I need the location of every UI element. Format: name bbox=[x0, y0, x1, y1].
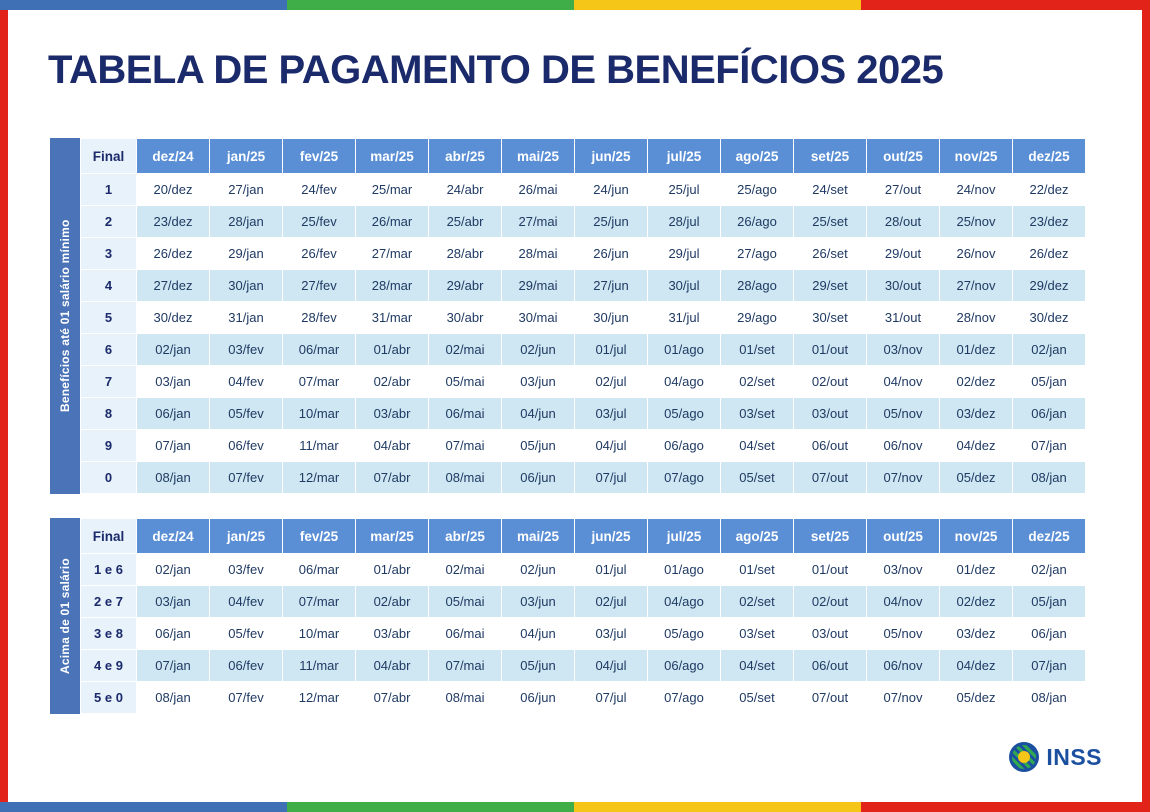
payment-date-cell: 08/jan bbox=[137, 682, 210, 714]
payment-date-cell: 25/abr bbox=[429, 206, 502, 238]
column-header-month: jul/25 bbox=[648, 519, 721, 554]
payment-date-cell: 05/mai bbox=[429, 366, 502, 398]
payment-date-cell: 30/out bbox=[867, 270, 940, 302]
payment-date-cell: 06/fev bbox=[210, 430, 283, 462]
payment-date-cell: 27/mai bbox=[502, 206, 575, 238]
color-bar-segment-green bbox=[287, 802, 574, 812]
payment-date-cell: 10/mar bbox=[283, 398, 356, 430]
payment-date-cell: 25/mar bbox=[356, 174, 429, 206]
payment-date-cell: 03/abr bbox=[356, 398, 429, 430]
payment-date-cell: 06/jan bbox=[137, 618, 210, 650]
inss-logo-text: INSS bbox=[1046, 743, 1102, 770]
payment-date-cell: 07/ago bbox=[648, 462, 721, 494]
payment-date-cell: 03/jul bbox=[575, 398, 648, 430]
payment-date-cell: 05/ago bbox=[648, 398, 721, 430]
color-bar-segment-red bbox=[861, 0, 1150, 10]
payment-date-cell: 28/jan bbox=[210, 206, 283, 238]
column-header-month: abr/25 bbox=[429, 519, 502, 554]
payment-date-cell: 06/fev bbox=[210, 650, 283, 682]
payment-date-cell: 01/set bbox=[721, 334, 794, 366]
payment-date-cell: 25/set bbox=[794, 206, 867, 238]
payment-date-cell: 31/jan bbox=[210, 302, 283, 334]
payment-date-cell: 25/ago bbox=[721, 174, 794, 206]
payment-date-cell: 30/abr bbox=[429, 302, 502, 334]
payment-date-cell: 25/jun bbox=[575, 206, 648, 238]
payment-date-cell: 29/out bbox=[867, 238, 940, 270]
table-body bbox=[81, 174, 1086, 494]
column-header-final: Final bbox=[81, 519, 137, 554]
payment-date-cell: 23/dez bbox=[1013, 206, 1086, 238]
payment-date-cell: 02/out bbox=[794, 366, 867, 398]
payment-date-cell: 07/nov bbox=[867, 462, 940, 494]
table-row bbox=[81, 206, 1086, 238]
payment-date-cell: 08/mai bbox=[429, 462, 502, 494]
payment-date-cell: 29/abr bbox=[429, 270, 502, 302]
column-header-month: ago/25 bbox=[721, 519, 794, 554]
payment-date-cell: 03/jun bbox=[502, 586, 575, 618]
payment-date-cell: 04/ago bbox=[648, 366, 721, 398]
column-header-month: dez/25 bbox=[1013, 519, 1086, 554]
payment-date-cell: 01/set bbox=[721, 554, 794, 586]
column-header-month: set/25 bbox=[794, 519, 867, 554]
payment-date-cell: 07/mai bbox=[429, 650, 502, 682]
payment-date-cell: 02/mai bbox=[429, 554, 502, 586]
payment-date-cell: 01/abr bbox=[356, 334, 429, 366]
payment-date-cell: 30/mai bbox=[502, 302, 575, 334]
inss-logo bbox=[1009, 742, 1102, 772]
payment-date-cell: 08/mai bbox=[429, 682, 502, 714]
payment-date-cell: 26/mai bbox=[502, 174, 575, 206]
table-side-label: Benefícios até 01 salário mínimo bbox=[48, 138, 80, 494]
payment-date-cell: 30/dez bbox=[1013, 302, 1086, 334]
payment-date-cell: 01/out bbox=[794, 334, 867, 366]
payment-date-cell: 02/dez bbox=[940, 586, 1013, 618]
payment-date-cell: 02/jun bbox=[502, 554, 575, 586]
payment-date-cell: 25/fev bbox=[283, 206, 356, 238]
payment-date-cell: 02/jan bbox=[1013, 554, 1086, 586]
payment-date-cell: 06/out bbox=[794, 650, 867, 682]
payment-date-cell: 02/abr bbox=[356, 366, 429, 398]
payment-date-cell: 07/ago bbox=[648, 682, 721, 714]
payment-date-cell: 06/nov bbox=[867, 430, 940, 462]
payment-date-cell: 29/jan bbox=[210, 238, 283, 270]
payment-date-cell: 30/jun bbox=[575, 302, 648, 334]
payment-date-cell: 03/set bbox=[721, 398, 794, 430]
payment-date-cell: 29/jul bbox=[648, 238, 721, 270]
payment-date-cell: 26/ago bbox=[721, 206, 794, 238]
payment-date-cell: 28/mai bbox=[502, 238, 575, 270]
payment-date-cell: 11/mar bbox=[283, 650, 356, 682]
payment-date-cell: 26/set bbox=[794, 238, 867, 270]
payment-date-cell: 03/abr bbox=[356, 618, 429, 650]
table-header bbox=[81, 519, 1086, 554]
payment-date-cell: 07/out bbox=[794, 462, 867, 494]
payment-date-cell: 12/mar bbox=[283, 462, 356, 494]
column-header-month: jan/25 bbox=[210, 139, 283, 174]
payment-date-cell: 07/abr bbox=[356, 682, 429, 714]
payment-date-cell: 29/set bbox=[794, 270, 867, 302]
payment-date-cell: 03/dez bbox=[940, 618, 1013, 650]
table-header-row bbox=[81, 139, 1086, 174]
table-header-row bbox=[81, 519, 1086, 554]
payment-date-cell: 06/jan bbox=[1013, 398, 1086, 430]
payment-date-cell: 02/mai bbox=[429, 334, 502, 366]
payment-date-cell: 05/mai bbox=[429, 586, 502, 618]
payment-date-cell: 28/abr bbox=[429, 238, 502, 270]
payment-date-cell: 25/nov bbox=[940, 206, 1013, 238]
payment-date-cell: 28/ago bbox=[721, 270, 794, 302]
payment-date-cell: 05/set bbox=[721, 462, 794, 494]
payment-date-cell: 02/jun bbox=[502, 334, 575, 366]
payment-date-cell: 04/abr bbox=[356, 430, 429, 462]
row-final-digit: 3 e 8 bbox=[81, 618, 137, 650]
top-color-bar bbox=[0, 0, 1150, 10]
payment-date-cell: 07/jan bbox=[1013, 430, 1086, 462]
payment-date-cell: 06/ago bbox=[648, 430, 721, 462]
payment-date-cell: 03/fev bbox=[210, 554, 283, 586]
payment-date-cell: 20/dez bbox=[137, 174, 210, 206]
payment-date-cell: 06/jun bbox=[502, 462, 575, 494]
row-final-digit: 0 bbox=[81, 462, 137, 494]
payment-date-cell: 30/jul bbox=[648, 270, 721, 302]
column-header-month: dez/24 bbox=[137, 519, 210, 554]
row-final-digit: 5 e 0 bbox=[81, 682, 137, 714]
payment-date-cell: 26/fev bbox=[283, 238, 356, 270]
payment-date-cell: 28/fev bbox=[283, 302, 356, 334]
payment-date-cell: 01/abr bbox=[356, 554, 429, 586]
payment-date-cell: 27/jun bbox=[575, 270, 648, 302]
payment-date-cell: 01/jul bbox=[575, 334, 648, 366]
color-bar-segment-blue bbox=[0, 802, 287, 812]
row-final-digit: 9 bbox=[81, 430, 137, 462]
color-bar-segment-green bbox=[287, 0, 574, 10]
payment-date-cell: 04/fev bbox=[210, 586, 283, 618]
table-row bbox=[81, 586, 1086, 618]
payment-date-cell: 27/nov bbox=[940, 270, 1013, 302]
payment-date-cell: 30/jan bbox=[210, 270, 283, 302]
payment-date-cell: 03/jan bbox=[137, 586, 210, 618]
table-row bbox=[81, 554, 1086, 586]
payment-date-cell: 02/jan bbox=[1013, 334, 1086, 366]
row-final-digit: 4 bbox=[81, 270, 137, 302]
payment-date-cell: 05/dez bbox=[940, 682, 1013, 714]
color-bar-segment-yellow bbox=[574, 802, 861, 812]
column-header-month: out/25 bbox=[867, 139, 940, 174]
payment-date-cell: 07/mai bbox=[429, 430, 502, 462]
payment-date-cell: 01/dez bbox=[940, 554, 1013, 586]
payment-date-cell: 02/set bbox=[721, 586, 794, 618]
payment-date-cell: 29/mai bbox=[502, 270, 575, 302]
row-final-digit: 3 bbox=[81, 238, 137, 270]
document-page bbox=[8, 10, 1142, 802]
payment-date-cell: 27/jan bbox=[210, 174, 283, 206]
payment-date-cell: 22/dez bbox=[1013, 174, 1086, 206]
payment-date-cell: 02/jul bbox=[575, 366, 648, 398]
payment-date-cell: 04/ago bbox=[648, 586, 721, 618]
payment-date-cell: 10/mar bbox=[283, 618, 356, 650]
payment-date-cell: 06/mar bbox=[283, 554, 356, 586]
payment-date-cell: 29/ago bbox=[721, 302, 794, 334]
payment-date-cell: 06/mai bbox=[429, 618, 502, 650]
payment-date-cell: 05/jun bbox=[502, 650, 575, 682]
payment-table-minimum-wage bbox=[48, 138, 1086, 494]
column-header-month: set/25 bbox=[794, 139, 867, 174]
column-header-month: mai/25 bbox=[502, 139, 575, 174]
payment-date-cell: 08/jan bbox=[1013, 462, 1086, 494]
row-final-digit: 1 e 6 bbox=[81, 554, 137, 586]
payment-date-cell: 27/out bbox=[867, 174, 940, 206]
payment-date-cell: 07/jul bbox=[575, 682, 648, 714]
payment-date-cell: 06/mar bbox=[283, 334, 356, 366]
payment-date-cell: 02/jan bbox=[137, 334, 210, 366]
column-header-month: mar/25 bbox=[356, 519, 429, 554]
payment-date-cell: 03/nov bbox=[867, 554, 940, 586]
payment-date-cell: 07/fev bbox=[210, 682, 283, 714]
payment-date-cell: 03/jul bbox=[575, 618, 648, 650]
payment-date-cell: 07/jan bbox=[137, 650, 210, 682]
payment-date-cell: 05/ago bbox=[648, 618, 721, 650]
color-bar-segment-blue bbox=[0, 0, 287, 10]
payment-date-cell: 06/mai bbox=[429, 398, 502, 430]
payment-date-cell: 05/nov bbox=[867, 398, 940, 430]
row-final-digit: 7 bbox=[81, 366, 137, 398]
payment-date-cell: 06/jan bbox=[137, 398, 210, 430]
table-row bbox=[81, 430, 1086, 462]
payment-date-cell: 27/fev bbox=[283, 270, 356, 302]
payment-date-cell: 11/mar bbox=[283, 430, 356, 462]
payment-date-cell: 26/mar bbox=[356, 206, 429, 238]
payment-date-cell: 04/nov bbox=[867, 366, 940, 398]
payment-date-cell: 03/out bbox=[794, 618, 867, 650]
column-header-month: ago/25 bbox=[721, 139, 794, 174]
payment-date-cell: 05/fev bbox=[210, 398, 283, 430]
table-row bbox=[81, 462, 1086, 494]
column-header-month: nov/25 bbox=[940, 139, 1013, 174]
payment-date-cell: 05/jan bbox=[1013, 366, 1086, 398]
column-header-month: fev/25 bbox=[283, 139, 356, 174]
column-header-month: mai/25 bbox=[502, 519, 575, 554]
payment-date-cell: 28/jul bbox=[648, 206, 721, 238]
payment-date-cell: 02/set bbox=[721, 366, 794, 398]
payment-date-cell: 04/dez bbox=[940, 650, 1013, 682]
table-side-label: Acima de 01 salário bbox=[48, 518, 80, 714]
payment-date-cell: 27/mar bbox=[356, 238, 429, 270]
bottom-color-bar bbox=[0, 802, 1150, 812]
payment-date-cell: 31/out bbox=[867, 302, 940, 334]
payment-date-cell: 05/jan bbox=[1013, 586, 1086, 618]
payment-date-cell: 06/out bbox=[794, 430, 867, 462]
row-final-digit: 2 bbox=[81, 206, 137, 238]
column-header-month: out/25 bbox=[867, 519, 940, 554]
payment-date-cell: 05/fev bbox=[210, 618, 283, 650]
payment-date-cell: 07/out bbox=[794, 682, 867, 714]
payment-date-cell: 03/fev bbox=[210, 334, 283, 366]
payment-date-cell: 28/mar bbox=[356, 270, 429, 302]
payment-date-cell: 03/out bbox=[794, 398, 867, 430]
payment-date-cell: 06/jan bbox=[1013, 618, 1086, 650]
column-header-month: dez/25 bbox=[1013, 139, 1086, 174]
payment-date-cell: 07/fev bbox=[210, 462, 283, 494]
payment-date-cell: 01/out bbox=[794, 554, 867, 586]
table-row bbox=[81, 398, 1086, 430]
payment-date-cell: 05/set bbox=[721, 682, 794, 714]
payment-date-cell: 26/dez bbox=[1013, 238, 1086, 270]
payment-date-cell: 27/dez bbox=[137, 270, 210, 302]
row-final-digit: 2 e 7 bbox=[81, 586, 137, 618]
color-bar-segment-yellow bbox=[574, 0, 861, 10]
payment-date-cell: 27/ago bbox=[721, 238, 794, 270]
table-row bbox=[81, 270, 1086, 302]
row-final-digit: 8 bbox=[81, 398, 137, 430]
payment-date-cell: 02/jul bbox=[575, 586, 648, 618]
inss-logo-icon bbox=[1009, 742, 1039, 772]
payment-date-cell: 24/abr bbox=[429, 174, 502, 206]
payment-date-cell: 07/jul bbox=[575, 462, 648, 494]
payment-date-cell: 23/dez bbox=[137, 206, 210, 238]
row-final-digit: 6 bbox=[81, 334, 137, 366]
payment-date-cell: 01/ago bbox=[648, 554, 721, 586]
color-bar-segment-red bbox=[861, 802, 1150, 812]
payment-table bbox=[80, 518, 1086, 714]
column-header-month: jul/25 bbox=[648, 139, 721, 174]
payment-date-cell: 31/mar bbox=[356, 302, 429, 334]
row-final-digit: 5 bbox=[81, 302, 137, 334]
payment-date-cell: 03/jan bbox=[137, 366, 210, 398]
payment-date-cell: 26/jun bbox=[575, 238, 648, 270]
page-title: TABELA DE PAGAMENTO DE BENEFÍCIOS 2025 bbox=[48, 48, 944, 92]
table-row bbox=[81, 650, 1086, 682]
payment-date-cell: 28/out bbox=[867, 206, 940, 238]
payment-date-cell: 04/set bbox=[721, 430, 794, 462]
payment-date-cell: 24/fev bbox=[283, 174, 356, 206]
table-row bbox=[81, 618, 1086, 650]
payment-date-cell: 04/jul bbox=[575, 650, 648, 682]
payment-date-cell: 01/ago bbox=[648, 334, 721, 366]
payment-date-cell: 04/jul bbox=[575, 430, 648, 462]
left-edge-bar bbox=[0, 10, 8, 802]
payment-date-cell: 02/abr bbox=[356, 586, 429, 618]
payment-date-cell: 04/dez bbox=[940, 430, 1013, 462]
payment-date-cell: 31/jul bbox=[648, 302, 721, 334]
table-body bbox=[81, 554, 1086, 714]
column-header-month: jun/25 bbox=[575, 519, 648, 554]
table-row bbox=[81, 334, 1086, 366]
payment-date-cell: 07/nov bbox=[867, 682, 940, 714]
payment-date-cell: 30/dez bbox=[137, 302, 210, 334]
payment-date-cell: 30/set bbox=[794, 302, 867, 334]
column-header-month: nov/25 bbox=[940, 519, 1013, 554]
payment-date-cell: 24/set bbox=[794, 174, 867, 206]
payment-date-cell: 07/jan bbox=[137, 430, 210, 462]
column-header-month: abr/25 bbox=[429, 139, 502, 174]
column-header-month: jun/25 bbox=[575, 139, 648, 174]
payment-date-cell: 03/jun bbox=[502, 366, 575, 398]
table-row bbox=[81, 366, 1086, 398]
payment-date-cell: 03/nov bbox=[867, 334, 940, 366]
payment-date-cell: 04/jun bbox=[502, 618, 575, 650]
table-row bbox=[81, 682, 1086, 714]
payment-date-cell: 04/abr bbox=[356, 650, 429, 682]
payment-date-cell: 28/nov bbox=[940, 302, 1013, 334]
payment-date-cell: 07/abr bbox=[356, 462, 429, 494]
payment-date-cell: 08/jan bbox=[137, 462, 210, 494]
payment-date-cell: 07/mar bbox=[283, 586, 356, 618]
payment-date-cell: 06/ago bbox=[648, 650, 721, 682]
table-row bbox=[81, 302, 1086, 334]
column-header-final: Final bbox=[81, 139, 137, 174]
payment-date-cell: 04/set bbox=[721, 650, 794, 682]
payment-date-cell: 24/jun bbox=[575, 174, 648, 206]
table-header bbox=[81, 139, 1086, 174]
payment-date-cell: 29/dez bbox=[1013, 270, 1086, 302]
payment-date-cell: 04/jun bbox=[502, 398, 575, 430]
payment-date-cell: 25/jul bbox=[648, 174, 721, 206]
payment-date-cell: 05/jun bbox=[502, 430, 575, 462]
payment-date-cell: 08/jan bbox=[1013, 682, 1086, 714]
payment-date-cell: 04/fev bbox=[210, 366, 283, 398]
table-row bbox=[81, 238, 1086, 270]
payment-date-cell: 24/nov bbox=[940, 174, 1013, 206]
column-header-month: mar/25 bbox=[356, 139, 429, 174]
payment-date-cell: 02/dez bbox=[940, 366, 1013, 398]
row-final-digit: 1 bbox=[81, 174, 137, 206]
column-header-month: dez/24 bbox=[137, 139, 210, 174]
column-header-month: fev/25 bbox=[283, 519, 356, 554]
payment-date-cell: 02/out bbox=[794, 586, 867, 618]
payment-date-cell: 01/jul bbox=[575, 554, 648, 586]
payment-date-cell: 04/nov bbox=[867, 586, 940, 618]
payment-date-cell: 06/jun bbox=[502, 682, 575, 714]
payment-table-above-minimum-wage bbox=[48, 518, 1086, 714]
payment-date-cell: 06/nov bbox=[867, 650, 940, 682]
payment-date-cell: 07/jan bbox=[1013, 650, 1086, 682]
payment-table bbox=[80, 138, 1086, 494]
payment-date-cell: 26/nov bbox=[940, 238, 1013, 270]
payment-date-cell: 12/mar bbox=[283, 682, 356, 714]
column-header-month: jan/25 bbox=[210, 519, 283, 554]
row-final-digit: 4 e 9 bbox=[81, 650, 137, 682]
payment-date-cell: 02/jan bbox=[137, 554, 210, 586]
payment-date-cell: 05/dez bbox=[940, 462, 1013, 494]
payment-date-cell: 07/mar bbox=[283, 366, 356, 398]
payment-date-cell: 01/dez bbox=[940, 334, 1013, 366]
payment-date-cell: 05/nov bbox=[867, 618, 940, 650]
payment-date-cell: 03/dez bbox=[940, 398, 1013, 430]
right-edge-bar bbox=[1142, 10, 1150, 802]
table-row bbox=[81, 174, 1086, 206]
payment-date-cell: 26/dez bbox=[137, 238, 210, 270]
payment-date-cell: 03/set bbox=[721, 618, 794, 650]
